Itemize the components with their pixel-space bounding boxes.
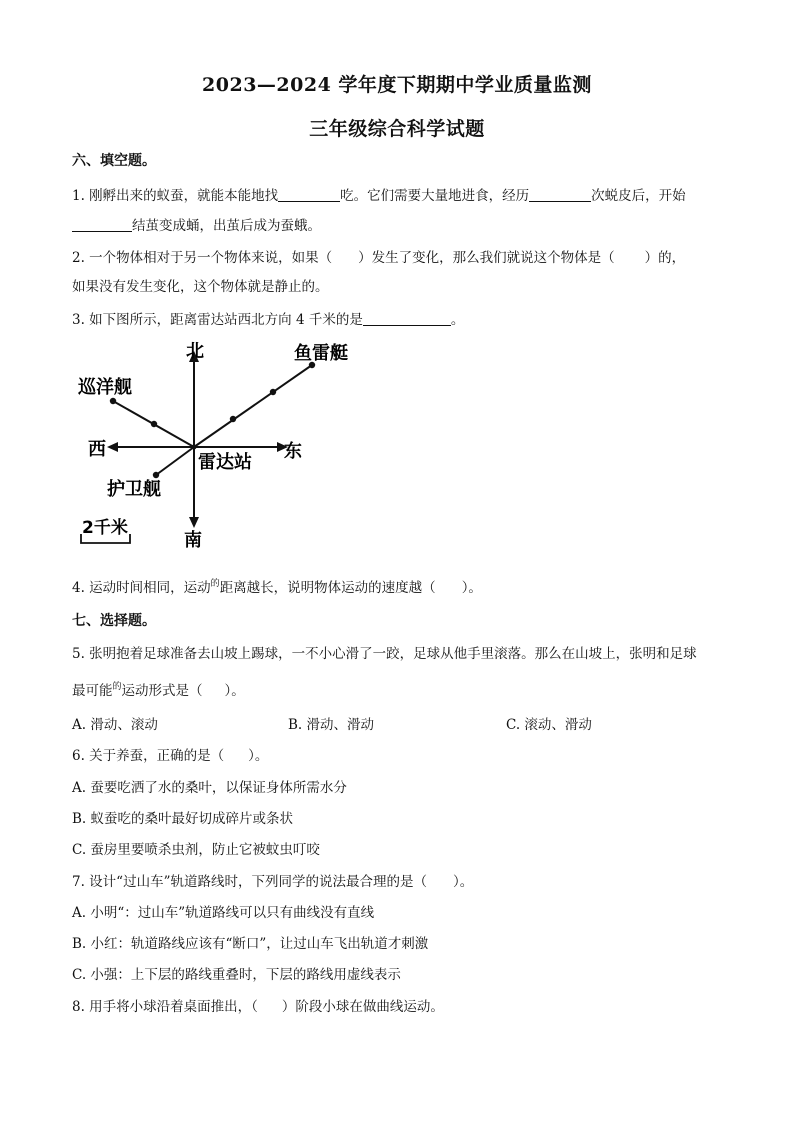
question-6-option-c[interactable]: C. 蚕房里要喷杀虫剂，防止它被蚊虫叮咬 (72, 842, 320, 858)
question-2-text-d: 如果没有发生变化，这个物体就是静止的。 (72, 279, 329, 295)
question-4-text-c: ）。 (461, 580, 482, 596)
answer-blank[interactable] (72, 217, 132, 232)
question-6-stem (72, 744, 268, 764)
path-to-escort (156, 447, 194, 475)
question-3-text-a: 3. 如下图所示，距离雷达站西北方向 4 千米的是 (72, 312, 363, 328)
escort-label: 护卫舰 (107, 479, 161, 500)
question-1-text-d: 结茧变成蛹，出茧后成为蚕蛾。 (132, 218, 321, 234)
question-4-line (72, 576, 482, 596)
question-1-line-1 (72, 184, 686, 204)
question-6-option-b[interactable]: B. 蚁蚕吃的桑叶最好切成碎片或条状 (72, 811, 294, 827)
cruiser-label: 巡洋舰 (78, 377, 132, 398)
cruiser-point (110, 398, 116, 404)
question-5-text-a: 5. 张明抱着足球准备去山坡上踢球，一不小心滑了一跤，足球从他手里滚落。那么在山坡上，张明和足球 (72, 646, 697, 662)
question-4-small-char: 的 (210, 579, 220, 589)
question-2-text-c: ）的， (644, 250, 686, 266)
exam-title: 2023—2024 学年度下期期中学业质量监测 (202, 74, 592, 96)
question-5-line-2 (72, 679, 245, 699)
question-1-text-b: 吃。它们需要大量地进食，经历 (340, 188, 530, 204)
question-8-text-b: ）阶段小球在做曲线运动。 (281, 999, 444, 1015)
west-arrowhead (107, 442, 118, 452)
question-6-end: ）。 (248, 748, 269, 764)
question-8-line (72, 995, 444, 1015)
question-5-text-b: 最可能 (72, 683, 113, 699)
question-6-text: 6. 关于养蚕，正确的是（ (72, 748, 225, 764)
section-fill-blank-heading: 六、填空题。 (72, 153, 156, 169)
question-1-text-c: 次蜕皮后，开始 (591, 188, 686, 204)
question-3-line (72, 308, 464, 328)
question-5-text-d: ）。 (224, 683, 245, 699)
question-2-text-a: 2. 一个物体相对于另一个物体来说，如果（ (72, 250, 333, 266)
route-point (230, 416, 236, 422)
path-to-torpedo-boat (194, 365, 312, 447)
west-label: 西 (88, 439, 106, 460)
south-arrowhead (189, 517, 199, 528)
question-6-option-a[interactable]: A. 蚕要吃洒了水的桑叶，以保证身体所需水分 (72, 780, 347, 796)
question-5-option-a[interactable]: A. 滑动、滚动 (72, 717, 158, 733)
question-7-end: ）。 (452, 874, 474, 890)
question-7-text: 7. 设计“过山车”轨道路线时，下列同学的说法最合理的是（ (72, 874, 427, 890)
section-choice-heading: 七、选择题。 (72, 613, 156, 629)
question-7-option-c[interactable]: C. 小强：上下层的路线重叠时，下层的路线用虚线表示 (72, 967, 401, 983)
question-1-line-2 (72, 214, 321, 234)
question-4-text-b: 距离越长，说明物体运动的速度越（ (219, 580, 436, 596)
question-7-option-b[interactable]: B. 小红：轨道路线应该有“断口”，让过山车飞出轨道才刺激 (72, 936, 429, 952)
route-point (151, 421, 157, 427)
question-2-line-2 (72, 275, 329, 295)
answer-blank[interactable] (278, 187, 340, 202)
east-label: 东 (284, 441, 302, 462)
radar-station-label: 雷达站 (198, 452, 252, 473)
exam-subtitle: 三年级综合科学试题 (309, 118, 485, 140)
answer-blank[interactable] (529, 187, 591, 202)
south-label: 南 (184, 530, 202, 551)
question-4-text-a: 4. 运动时间相同，运动 (72, 580, 211, 596)
question-7-option-a[interactable]: A. 小明“：过山车”轨道路线可以只有曲线没有直线 (72, 905, 375, 921)
question-5-option-b[interactable]: B. 滑动、滑动 (288, 717, 375, 733)
question-2-text-b: ）发生了变化，那么我们就说这个物体是（ (358, 250, 615, 266)
question-1-text-a: 1. 刚孵出来的蚁蚕，就能本能地找 (72, 188, 279, 204)
north-label: 北 (186, 341, 204, 362)
route-point (270, 389, 276, 395)
escort-point (153, 472, 159, 478)
radar-direction-diagram (70, 335, 370, 560)
question-5-text-c: 运动形式是（ (121, 683, 203, 699)
answer-blank[interactable] (363, 311, 451, 326)
question-8-text-a: 8. 用手将小球沿着桌面推出，（ (72, 999, 258, 1015)
radar-center-point (192, 445, 197, 450)
torpedo-boat-label: 鱼雷艇 (294, 343, 348, 364)
question-5-line-1 (72, 642, 697, 662)
question-2-line-1 (72, 246, 685, 266)
question-5-option-c[interactable]: C. 滚动、滑动 (506, 717, 592, 733)
question-5-small-char: 的 (112, 682, 122, 692)
question-3-text-b: 。 (450, 312, 465, 328)
scale-label: 2千米 (82, 518, 128, 538)
question-7-stem (72, 870, 473, 890)
